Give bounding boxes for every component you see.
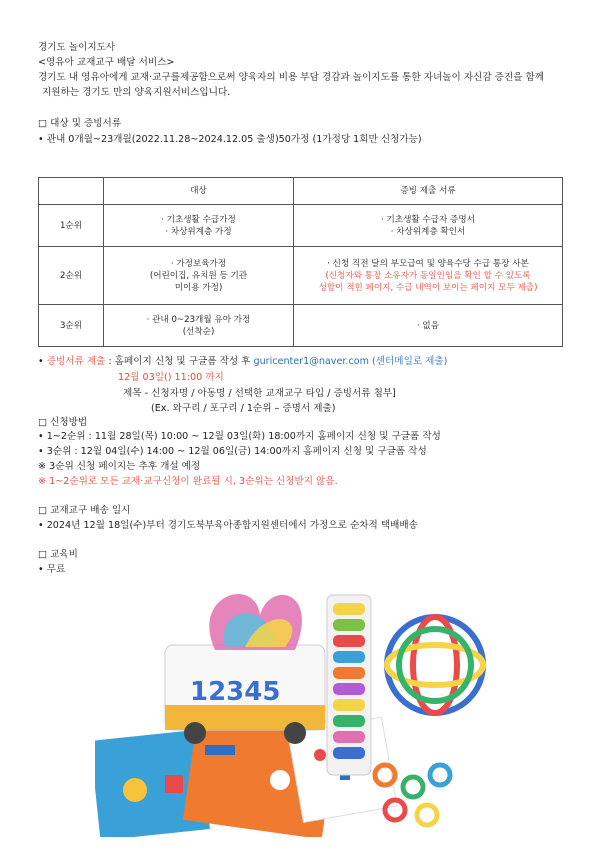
submission-line <box>38 356 447 368</box>
target-cell <box>104 305 294 347</box>
submission-deadline: 12월 03일() 11:00 까지 <box>118 372 224 383</box>
method-heading: □ 신청방법 <box>38 417 88 428</box>
method-note: ※ 3순위 신청 페이지는 추후 개설 예정 <box>38 461 201 472</box>
target-item: 미이용 가정) <box>174 282 223 293</box>
docs-cell <box>294 205 563 247</box>
table-row <box>39 205 563 247</box>
docs-item: · 없음 <box>416 320 440 331</box>
method-warning: ※ 1~2순위로 모든 교재·교구신청이 완료될 시, 3순위는 신청받지 않음. <box>38 476 338 487</box>
target-item: (어린이집, 유치원 등 기관 <box>149 270 248 281</box>
toys-image <box>95 575 495 837</box>
submission-email[interactable]: guricenter1@naver.com (센터메일로 제출) <box>253 356 448 367</box>
delivery-heading: □ 교재교구 배송 일시 <box>38 505 131 516</box>
rank-cell: 2순위 <box>39 247 104 305</box>
docs-item: · 신청 직전 달의 부모급여 및 양육수당 수급 통장 사본 <box>327 258 529 269</box>
intro-line-1: 경기도 내 영유아에게 교재·교구를제공함으로써 양육자의 비용 부담 경감과 놀이지도를 통한 자녀놀이 자신감 증진을 함께 <box>38 72 545 83</box>
rank-cell: 1순위 <box>39 205 104 247</box>
submission-subject: 제목 - 신청자명 / 아동명 / 선택한 교재교구 타입 / 증빙서류 첨부] <box>123 388 396 399</box>
fee-heading: □ 교육비 <box>38 549 78 560</box>
intro-line-2: 지원하는 경기도 만의 양육지원서비스입니다. <box>42 87 231 98</box>
table-row <box>39 305 563 347</box>
table-header-row <box>39 178 563 205</box>
target-heading: □ 대상 및 증빙서류 <box>38 118 122 129</box>
target-item: · 관내 0~23개월 유아 가정 <box>146 314 251 325</box>
method-line-1: • 1~2순위 : 11월 28일(목) 10:00 ~ 12월 03일(화) 18:00까지 홈페이지 신청 및 구글폼 작성 <box>38 431 441 442</box>
method-line-2: • 3순위 : 12월 04일(수) 14:00 ~ 12월 06일(금) 14:00까지 홈페이지 신청 및 구글폼 작성 <box>38 446 427 457</box>
oball <box>387 617 483 713</box>
delivery-line: • 2024년 12월 18일(수)부터 경기도북부육아종합지원센터에서 가정으로 순차적 택배배송 <box>38 520 418 531</box>
target-cell <box>104 247 294 305</box>
requirements-table <box>38 177 563 347</box>
submission-label: 증빙서류 제출 <box>46 356 106 367</box>
stacking-rings <box>327 595 371 775</box>
docs-note: 성함이 적힌 페이지, 수급 내역이 보이는 페이지 모두 제출) <box>318 282 538 293</box>
target-cell <box>104 205 294 247</box>
target-item: · 가정보육가정 <box>170 258 227 269</box>
target-item: · 기초생활 수급가정 <box>161 214 236 225</box>
submission-text: : 홈페이지 신청 및 구글폼 작성 후 <box>105 356 254 367</box>
table-header-cell <box>39 178 104 205</box>
table-header-cell: 증빙 제출 서류 <box>294 178 563 205</box>
fee-line: • 무료 <box>38 564 66 575</box>
target-item: · 차상위계층 가정 <box>165 226 232 237</box>
toy-numbers: 12345 <box>190 677 281 707</box>
docs-cell <box>294 247 563 305</box>
target-bullet: • 관내 0개월~23개월(2022.11.28~2024.12.05 출생)50가정 (1가정당 1회만 신청가능) <box>38 134 422 145</box>
tissue-box <box>165 594 325 744</box>
bullet: • <box>38 356 47 367</box>
docs-note: (신청자와 통장 소유자가 동일인임을 확인 할 수 있도록 <box>325 270 531 281</box>
submission-example: (Ex. 와구리 / 포구리 / 1순위 – 증명서 제출) <box>151 403 336 414</box>
rank-cell: 3순위 <box>39 305 104 347</box>
table-row <box>39 247 563 305</box>
docs-cell <box>294 305 563 347</box>
table-header-cell: 대상 <box>104 178 294 205</box>
docs-item: · 기초생활 수급자 증명서 <box>381 214 475 225</box>
org-title: 경기도 놀이지도사 <box>38 42 116 53</box>
service-title: <영유아 교재교구 배달 서비스> <box>38 57 175 68</box>
target-item: (선착순) <box>182 326 215 337</box>
docs-item: · 차상위계층 확인서 <box>390 226 466 237</box>
